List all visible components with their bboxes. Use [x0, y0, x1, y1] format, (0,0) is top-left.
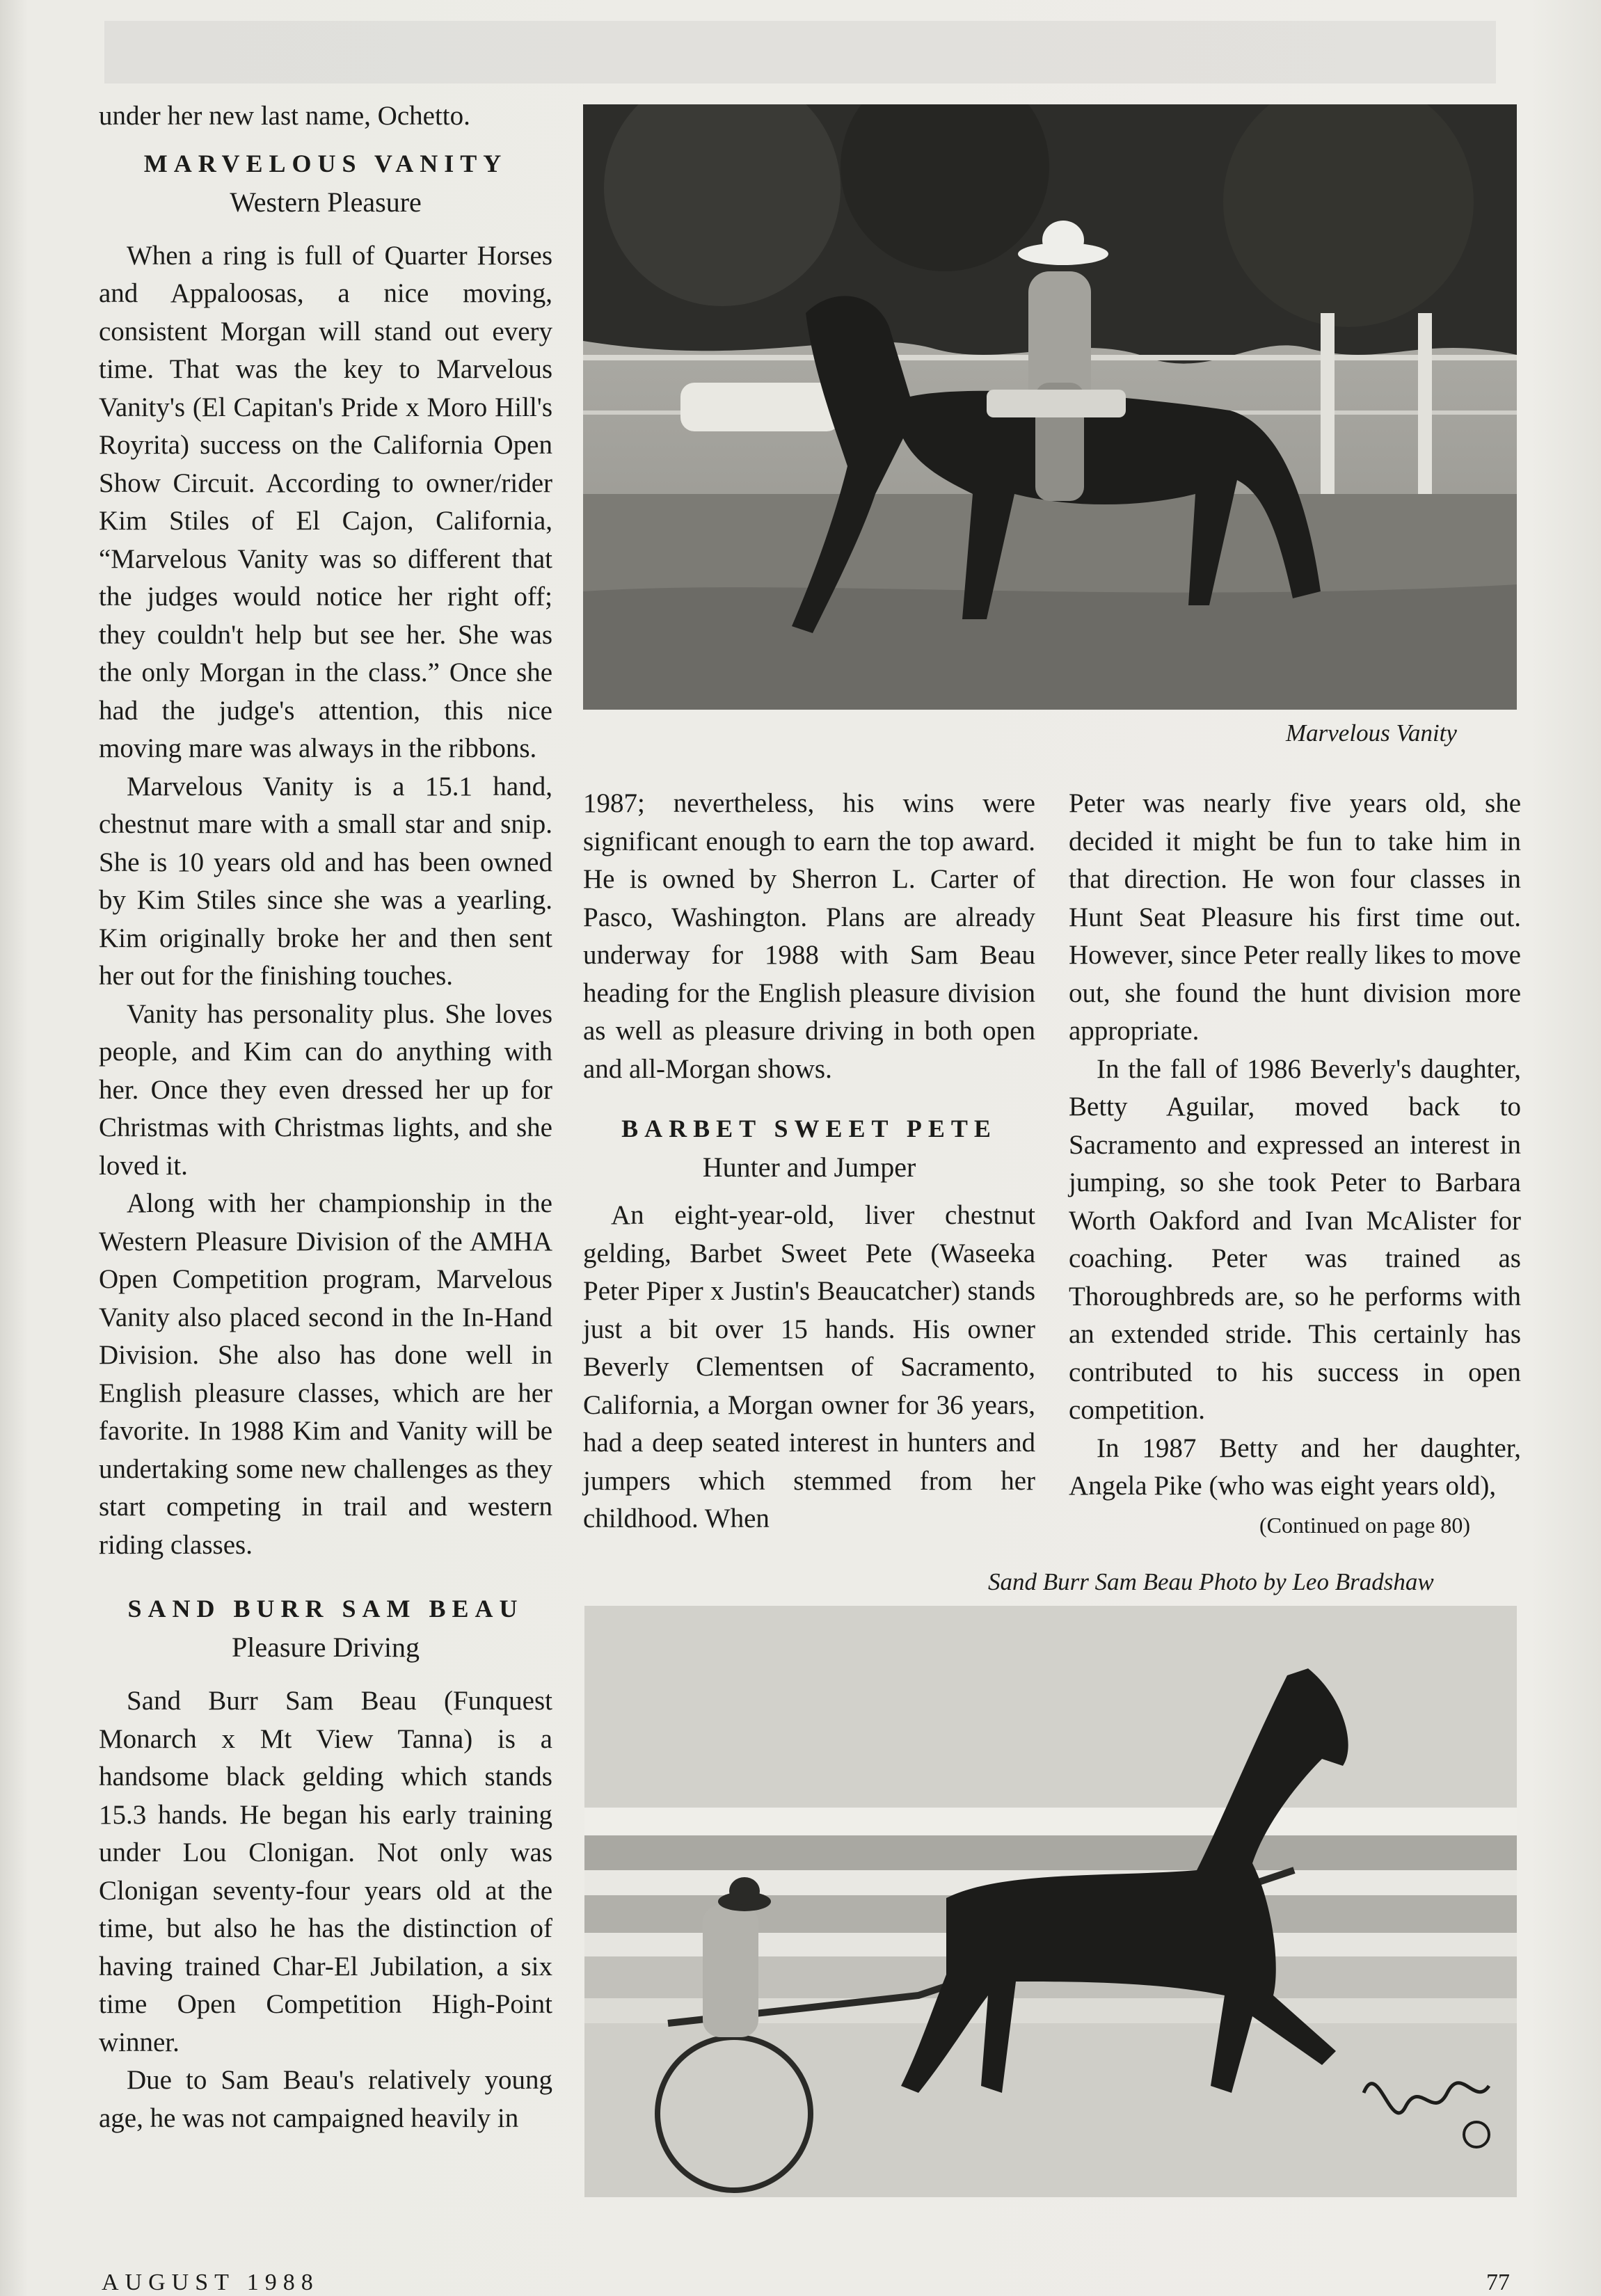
photo-caption: Marvelous Vanity [1286, 719, 1457, 747]
paragraph: In 1987 Betty and her daughter, Angela Pike (who was eight years old), [1069, 1433, 1521, 1501]
paragraph: Sand Burr Sam Beau (Funquest Monarch x Mt View Tanna) is a handsome black gelding which stands 15.3 hands. He began his early training under Lou Clonigan. Not only was Clonigan seventy-four years old at the time, but also he has the distinction of having trained Char-El Jubilation, a six time Open Competition High-Point winner. [99, 1686, 552, 2057]
bleed-through-header [104, 0, 1496, 97]
paragraph: Vanity has personality plus. She loves people, and Kim can do anything with her. Once they even dressed her up for Christmas with Christmas lights, and she loved it. [99, 998, 552, 1181]
section-subtitle: Hunter and Jumper [702, 1151, 916, 1183]
section-subtitle: Pleasure Driving [232, 1632, 420, 1663]
section-title: MARVELOUS VANITY [143, 149, 508, 177]
photo-marvelous-vanity [583, 104, 1517, 710]
paragraph: Due to Sam Beau's relatively young age, he was not campaigned heavily in [99, 2065, 552, 2133]
issue-footer: AUGUST 1988 [102, 2270, 319, 2295]
column-2 [583, 785, 1035, 1538]
section-title: SAND BURR SAM BEAU [127, 1595, 524, 1623]
paragraph: Peter was nearly five years old, she decided it might be fun to take him in that direction. He won four classes in Hunt Seat Pleasure his first time out. However, since Peter really likes to move out, she found the hunt division more appropriate. [1069, 788, 1521, 1046]
paragraph: In the fall of 1986 Beverly's daughter, Betty Aguilar, moved back to Sacramento and expressed an interest in jumping, so she took Peter to Barbara Worth Oakford and Ivan McAlister for coaching. Peter was trained as Thoroughbreds are, so he performs with an extended stride. This certainly has contributed to his success in open competition. [1069, 1053, 1521, 1425]
paragraph: An eight-year-old, liver chestnut gelding, Barbet Sweet Pete (Waseeka Peter Piper x Justin's Beaucatcher) stands just a bit over 15 hands. His owner Beverly Clementsen of Sacramento, California, a Morgan owner for 36 years, had a deep seated interest in hunters and jumpers which stemmed from her childhood. When [583, 1200, 1035, 1533]
section-subtitle: Western Pleasure [230, 186, 422, 218]
paragraph: 1987; nevertheless, his wins were significant enough to earn the top award. He is owned by Sherron L. Carter of Pasco, Washington. Plans are already underway for 1988 with Sam Beau heading for the English pleasure division as well as pleasure driving in both open and all-Morgan shows. [583, 788, 1035, 1084]
column-3 [1069, 785, 1521, 1506]
section-title: BARBET SWEET PETE [621, 1115, 997, 1142]
section-heading-marvelous-vanity [99, 144, 552, 222]
horse-and-cart-photo [584, 1606, 1517, 2197]
page-number: 77 [1486, 2270, 1510, 2295]
paragraph: Marvelous Vanity is a 15.1 hand, chestnut mare with a small star and snip. She is 10 years old and has been owned by Kim Stiles since she was a yearling. Kim originally broke her and then sent her out for the finishing touches. [99, 771, 552, 991]
photo-caption: Sand Burr Sam Beau Photo by Leo Bradshaw [988, 1568, 1434, 1595]
column-1 [99, 97, 552, 2137]
horse-and-rider-photo [583, 104, 1517, 710]
paragraph: Along with her championship in the Western Pleasure Division of the AMHA Open Competition program, Marvelous Vanity also placed second in the In-Hand Division. She also has done well in English pleasure classes, which are her favorite. In 1988 Kim and Vanity will be undertaking some new challenges as they start competing in trail and western riding classes. [99, 1188, 552, 1560]
intro-line: under her new last name, Ochetto. [99, 101, 470, 131]
section-heading-sand-burr-sam-beau [99, 1589, 552, 1667]
photo-sand-burr-sam-beau [584, 1606, 1517, 2197]
paragraph: When a ring is full of Quarter Horses and Appaloosas, a nice moving, consistent Morgan will stand out every time. That was the key to Marvelous Vanity's (El Capitan's Pride x Moro Hill's Royrita) success on the California Open Show Circuit. According to owner/rider Kim Stiles of El Cajon, California, “Marvelous Vanity was so different that the judges would notice her right off; they couldn't help but see her. She was the only Morgan in the class.” Once she had the judge's attention, this nice moving mare was always in the ribbons. [99, 240, 552, 763]
continued-note: (Continued on page 80) [1259, 1513, 1471, 1538]
section-heading-barbet-sweet-pete [583, 1109, 1035, 1187]
signature-text: Bradshaw © [1280, 2165, 1351, 2180]
